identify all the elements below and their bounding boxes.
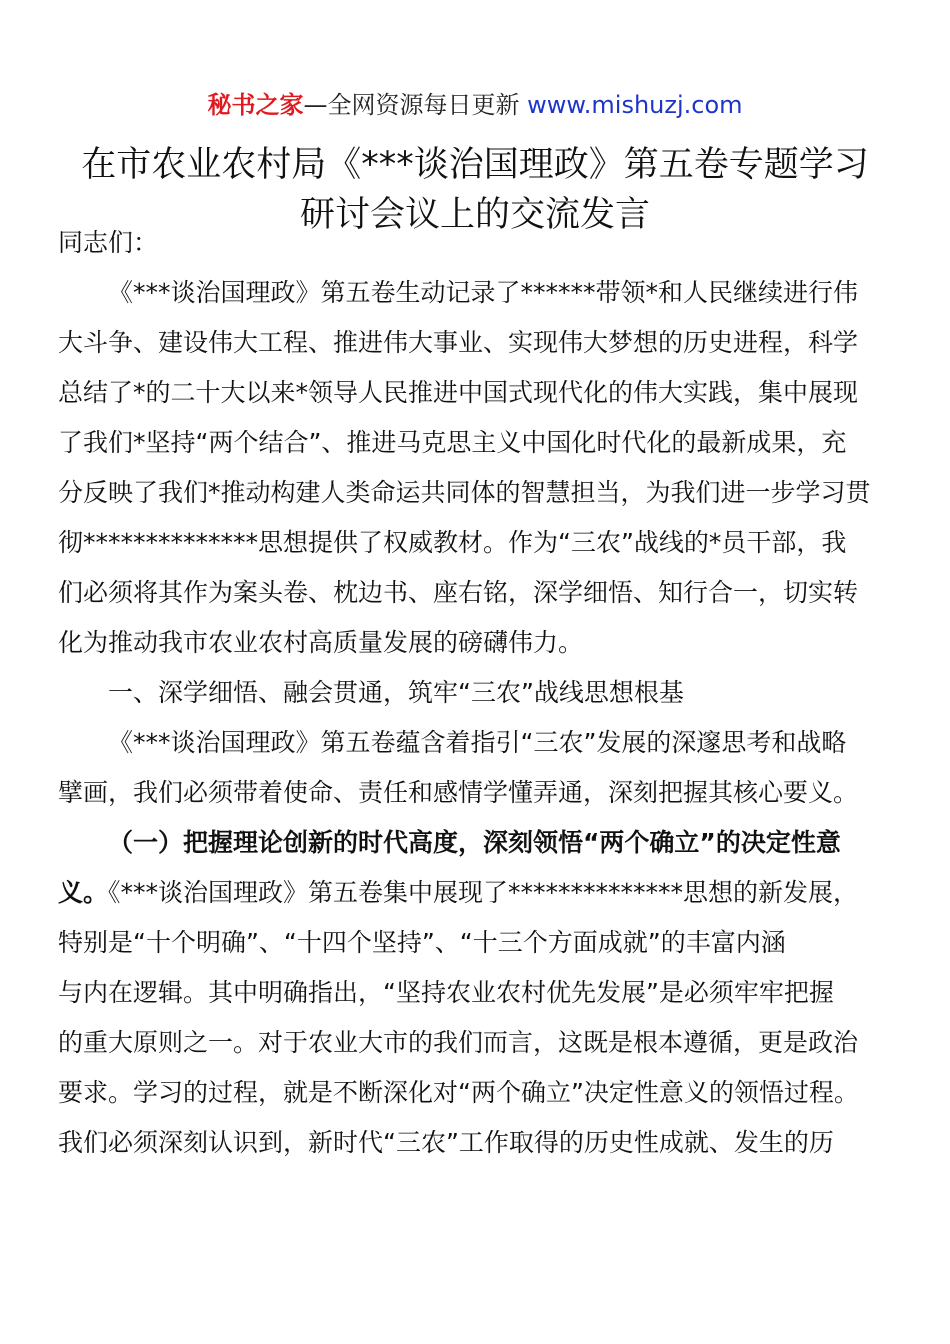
subsection-heading: （一）把握理论创新的时代高度，深刻领悟“两个确立”的决定性意 — [108, 828, 841, 857]
document-body — [58, 218, 892, 1168]
site-header — [0, 88, 950, 122]
paragraph-line: 要求。学习的过程，就是不断深化对“两个确立”决定性意义的领悟过程。 — [58, 1078, 859, 1107]
section-heading: 一、深学细悟、融会贯通，筑牢“三农”战线思想根基 — [108, 678, 684, 707]
paragraph-line: 们必须将其作为案头卷、枕边书、座右铭，深学细悟、知行合一，切实转 — [58, 578, 859, 607]
paragraph-line: 与内在逻辑。其中明确指出，“坚持农业农村优先发展”是必须牢牢把握 — [58, 978, 834, 1007]
paragraph-line: 《***谈治国理政》第五卷蕴含着指引“三农”发展的深邃思考和战略 — [108, 728, 847, 757]
paragraph-line — [58, 868, 892, 918]
paragraph-line: 分反映了我们*推动构建人类命运共同体的智慧担当，为我们进一步学习贯 — [58, 478, 871, 507]
paragraph-text: 《***谈治国理政》第五卷集中展现了**************思想的新发展， — [108, 878, 859, 907]
paragraph-line: 的重大原则之一。对于农业大市的我们而言，这既是根本遵循，更是政治 — [58, 1028, 859, 1057]
title-line: 在市农业农村局《***谈治国理政》第五卷专题学习 — [81, 145, 869, 185]
site-url-link[interactable]: www.mishuzj.com — [527, 91, 743, 119]
paragraph-line: 化为推动我市农业农村高质量发展的磅礴伟力。 — [58, 628, 584, 657]
paragraph-line: 总结了*的二十大以来*领导人民推进中国式现代化的伟大实践，集中展现 — [58, 378, 859, 407]
title-line: 研讨会议上的交流发言 — [299, 195, 650, 235]
site-slogan: —全网资源每日更新 — [303, 91, 528, 119]
paragraph-line: 《***谈治国理政》第五卷生动记录了******带领*和人民继续进行伟 — [108, 278, 859, 307]
paragraph-line: 擘画，我们必须带着使命、责任和感情学懂弄通，深刻把握其核心要义。 — [58, 778, 859, 807]
paragraph-line: 我们必须深刻认识到，新时代“三农”工作取得的历史性成就、发生的历 — [58, 1128, 834, 1157]
paragraph-line: 特别是“十个明确”、“十四个坚持”、“十三个方面成就”的丰富内涵 — [58, 928, 786, 957]
subsection-heading-end: 义。 — [58, 878, 109, 907]
paragraph-line: 了我们*坚持“两个结合”、推进马克思主义中国化时代化的最新成果，充 — [58, 428, 847, 457]
paragraph-line: 大斗争、建设伟大工程、推进伟大事业、实现伟大梦想的历史进程，科学 — [58, 328, 859, 357]
paragraph-line: 彻**************思想提供了权威教材。作为“三农”战线的*员干部，我 — [58, 528, 847, 557]
salutation: 同志们： — [58, 228, 159, 257]
site-name: 秘书之家 — [207, 91, 304, 119]
